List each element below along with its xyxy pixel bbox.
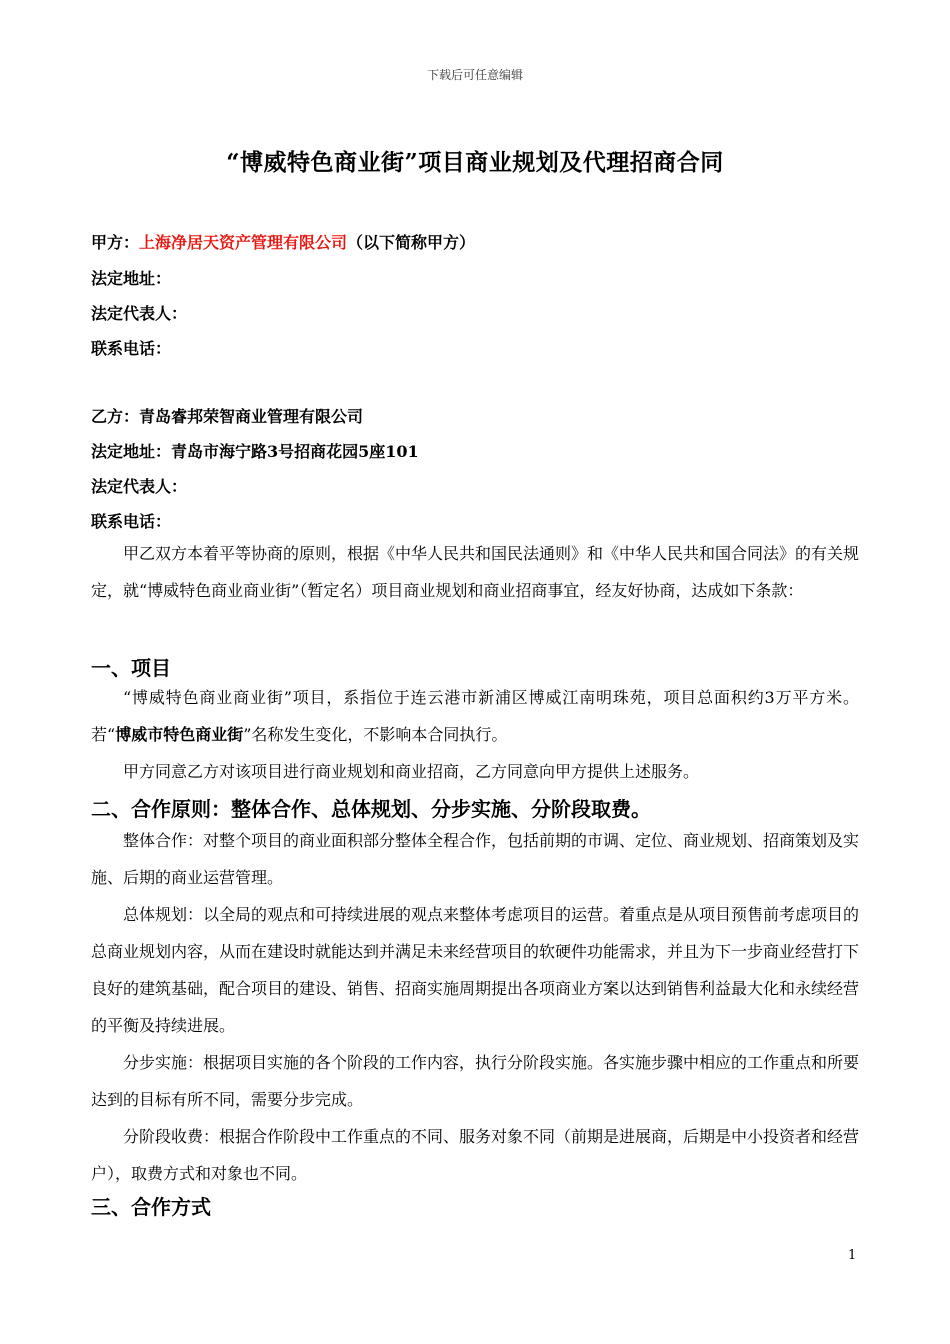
section-1-paragraph-1 — [91, 679, 859, 753]
intro-paragraph: 甲乙双方本着平等协商的原则，根据《中华人民共和国民法通则》和《中华人民共和国合同法》的有关规定，就“博威特色商业商业街”（暂定名）项目商业规划和商业招商事宜，经友好协商，达成如下条款： — [91, 544, 860, 600]
section-2-paragraph-1: 整体合作：对整个项目的商业面积部分整体全程合作，包括前期的市调、定位、商业规划、招商策划及实施、后期的商业运营管理。 — [91, 831, 860, 887]
s1p1-bold: 博威市特色商业街 — [115, 725, 244, 744]
s1p1-pre: “博威特色商业商业街”项目，系指位于连云港市新浦区博威江南明珠苑，项目总面积约3万平方米。若“ — [91, 688, 859, 744]
party-b-address: 法定地址：青岛市海宁路3号招商花园5座101 — [91, 442, 419, 461]
document-title: “博威特色商业街”项目商业规划及代理招商合同 — [226, 149, 724, 176]
party-a-suffix: （以下简称甲方） — [347, 233, 476, 252]
s2-heading-pre: 二、合作原则 — [91, 797, 211, 821]
party-a-representative: 法定代表人： — [91, 304, 188, 323]
s2-heading-post: ：整体合作、总体规划、分步实施、分阶段取费。 — [211, 797, 651, 821]
party-b-representative: 法定代表人： — [91, 477, 188, 496]
section-1-paragraph-2: 甲方同意乙方对该项目进行商业规划和商业招商，乙方同意向甲方提供上述服务。 — [123, 762, 700, 781]
section-2-paragraph-4: 分阶段收费：根据合作阶段中工作重点的不同、服务对象不同（前期是进展商，后期是中小投资者和经营户），取费方式和对象也不同。 — [91, 1127, 860, 1183]
section-2-paragraph-3: 分步实施：根据项目实施的各个阶段的工作内容，执行分阶段实施。各实施步骤中相应的工作重点和所要达到的目标有所不同，需要分步完成。 — [91, 1053, 860, 1109]
section-1-heading: 一、项目 — [91, 656, 171, 680]
page-number: 1 — [848, 1248, 857, 1263]
party-a-address: 法定地址： — [91, 269, 172, 288]
header-note: 下载后可任意编辑 — [426, 68, 523, 82]
section-2-paragraph-2: 总体规划：以全局的观点和可持续进展的观点来整体考虑项目的运营。着重点是从项目预售前考虑项目的总商业规划内容，从而在建设时就能达到并满足未来经营项目的软硬件功能需求，并且为下一步商业经营打下良好的建筑基础，配合项目的建设、销售、招商实施周期提出各项商业方案以达到销售利益最大化和永续经营的平衡及持续进展。 — [91, 905, 860, 1035]
party-a-line — [91, 230, 475, 253]
party-a-name: 上海净居天资产管理有限公司 — [139, 233, 348, 252]
party-a-phone: 联系电话： — [91, 339, 172, 358]
section-3-heading: 三、合作方式 — [91, 1195, 211, 1219]
party-b-phone: 联系电话： — [91, 512, 172, 531]
section-2-heading — [91, 793, 651, 822]
party-a-label: 甲方： — [91, 233, 140, 252]
s1p1-post: ”名称发生变化，不影响本合同执行。 — [243, 725, 508, 744]
party-b-line: 乙方：青岛睿邦荣智商业管理有限公司 — [91, 407, 364, 426]
